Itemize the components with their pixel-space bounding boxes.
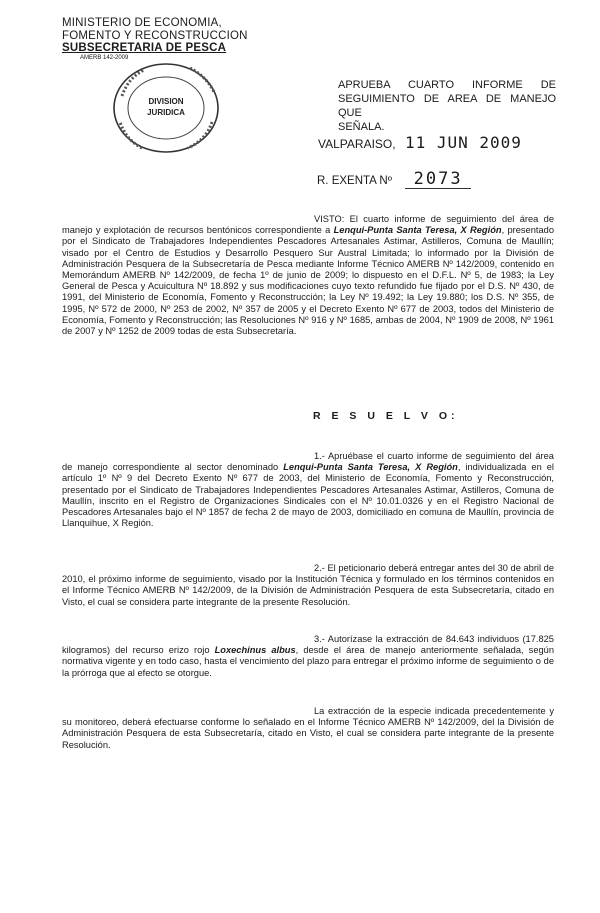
- resolution-number-value: 2073: [405, 170, 471, 189]
- article-3-text-2: , desde el área de manejo anteriormente señalada, según normativa vigente y en todo caso, hasta el vencimiento del plazo para entregar el próximo informe de seguimiento o de la prórroga que al efecto se otorgue.: [62, 645, 555, 678]
- ministry-line-2: FOMENTO Y RECONSTRUCCION: [62, 29, 248, 42]
- article-1-text-1: del área de manejo correspondiente al sector denominado: [62, 451, 554, 473]
- amerb-reference: AMERB 142-2009: [80, 54, 129, 61]
- article-2: [62, 563, 554, 608]
- article-1-lead: 1.- Apruébase el cuarto informe de seguimiento: [314, 451, 516, 461]
- summary-line-1: APRUEBA CUARTO INFORME DE: [338, 79, 556, 91]
- stamp-text-1: DIVISION: [148, 97, 184, 106]
- article-1: [62, 451, 554, 529]
- visto-paragraph: [62, 214, 554, 337]
- article-3-extraction-paragraph: [62, 706, 554, 751]
- article-3-lead: 3.- Autorízase la extracción de 84.643 individuos: [314, 634, 520, 644]
- extraction-lead: La extracción de la especie indicada: [314, 706, 470, 716]
- species-name: Loxechinus albus: [214, 645, 296, 656]
- extraction-text: precedentemente y su monitoreo, deberá efectuarse conforme lo señalado en el Informe Técnico AMERB Nº 142/2009, del la División de Administración Pesquera de esta Subsecretaría, citado en Visto, el cual se considera parte integrante de la presente Resolución.: [62, 706, 554, 750]
- place-and-date: [318, 133, 522, 152]
- article-1-text-2: , individualizada en el artículo 1º Nº 9 del Decreto Exento Nº 677 de 2003, del Ministerio de Economía, Fomento y Reconstrucción, presentado por el Sindicato de Trabajadores Independientes Pescadores Artesanales Astimar, Astilleros, Comuna de Maullín, inscrito en el Registro de Organizaciones Sindicales con el Nº 10.01.0326 y en el Registro Nacional de Pescadores Artesanales bajo el Nº 1857 de fecha 2 de mayo de 2003, domiciliado en comuna de Maullín, provincia de Llanquihue, X Región.: [62, 462, 554, 529]
- division-juridica-stamp: [108, 58, 226, 158]
- ministry-line-1: MINISTERIO DE ECONOMIA,: [62, 17, 222, 29]
- subsecretaria-line: SUBSECRETARIA DE PESCA: [62, 42, 227, 54]
- summary-line-2: SEGUIMIENTO DE AREA DE MANEJO QUE: [338, 93, 556, 119]
- city: VALPARAISO,: [318, 137, 396, 151]
- article-3: [62, 634, 554, 679]
- summary-line-3: SEÑALA.: [338, 121, 385, 133]
- stamp-text-2: JURIDICA: [147, 108, 185, 117]
- resuelvo-heading: R E S U E L V O:: [313, 410, 459, 422]
- letterhead: [62, 17, 248, 62]
- resolution-summary: [338, 78, 556, 134]
- article-2-lead: 2.- El peticionario deberá entregar antes del 30: [314, 563, 508, 573]
- visto-area-name: Lenqui-Punta Santa Teresa, X Región: [333, 225, 502, 236]
- article-3-text-1: (17.825 kilogramos) del recurso erizo rojo: [62, 634, 554, 656]
- visto-text-2: , presentado por el Sindicato de Trabajadores Independientes Pescadores Artesanales Astimar, Astilleros, Comuna de Maullín; visado por el Centro de Estudios y Desarrollo Pesquero Sur Austral Limitada; lo informado por la División de Administración Pesquera de la Subsecretaría de Pesca mediante Informe Técnico AMERB Nº 142/2009, contenido en Memorándum AMERB Nº 142/2009, de fecha 1º de junio de 2009; lo dispuesto en el D.F.L. Nº 5, de 1983; la Ley General de Pesca y Acuicultura Nº 18.892 y sus modificaciones cuyo texto refundido fue fijado por el D.S. Nº 430, de 1991, del Ministerio de Economía, Fomento y Reconstrucción; la Ley Nº 19.492; la Ley 19.880; los D.S. Nº 355, de 1995, Nº 572 de 2000, Nº 253 de 2002, Nº 357 de 2005 y el Decreto Exento Nº 677 de 2003, todos del Ministerio de Economía, Fomento y Reconstrucción; las Resoluciones Nº 916 y Nº 1685, ambas de 2004, Nº 1909 de 2008, Nº 1961 de 2007 y Nº 1252 de 2009 todas de esta Subsecretaría.: [62, 225, 554, 337]
- article-2-text: de abril de 2010, el próximo informe de seguimiento, visado por la Institución Técnica y formulado en los términos contenidos en el Informe Técnico AMERB Nº 142/2009, de la División de Administración Pesquera de esta Subsecretaría, citado en Visto, el cual se considera parte integrante de la presente Resolución.: [62, 563, 554, 607]
- article-1-area-name: Lenqui-Punta Santa Teresa, X Región: [283, 462, 458, 473]
- date-stamp: 11 JUN 2009: [404, 133, 522, 152]
- visto-text-1: de manejo y explotación de recursos bentónicos correspondiente a: [62, 214, 554, 236]
- resolution-number: [317, 170, 471, 189]
- resolution-label: R. EXENTA Nº: [317, 175, 392, 187]
- visto-lead: VISTO: El cuarto informe de seguimiento del área: [314, 214, 539, 224]
